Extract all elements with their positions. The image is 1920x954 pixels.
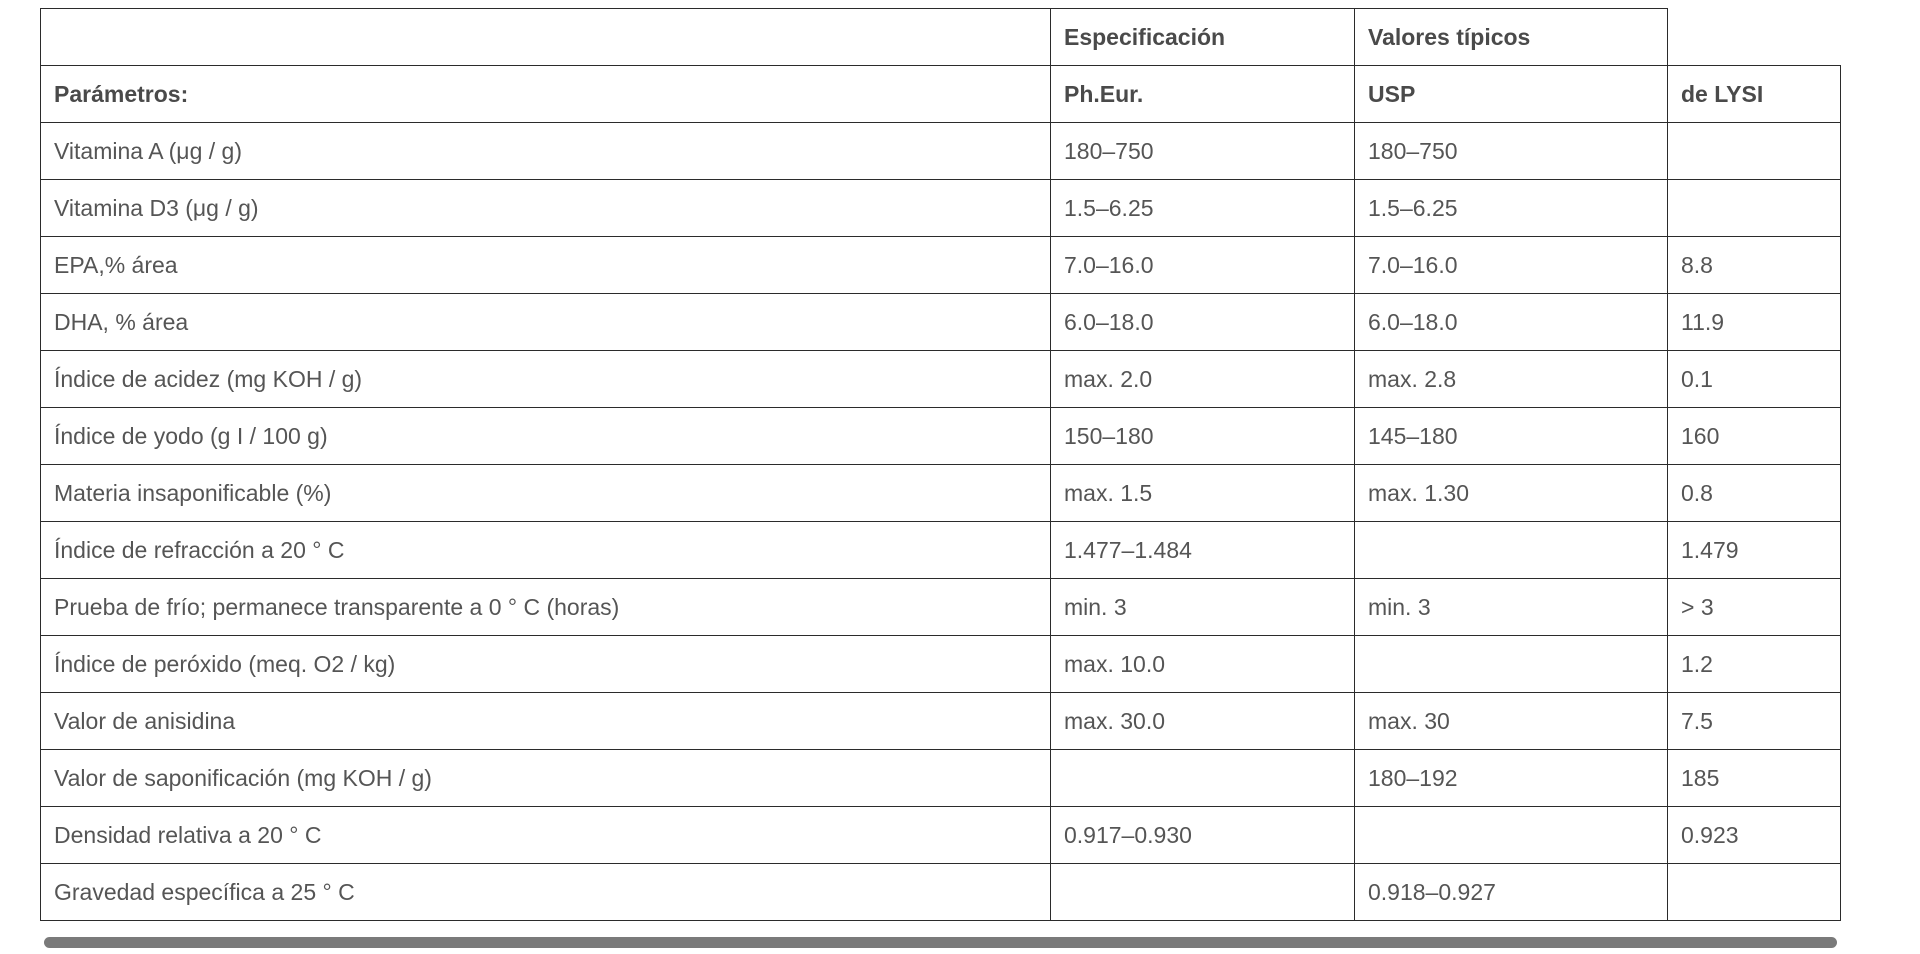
group-header-row	[41, 9, 1841, 66]
table-row	[41, 693, 1841, 750]
table-row	[41, 408, 1841, 465]
lysi-cell: 11.9	[1668, 294, 1841, 351]
lysi-cell: 0.8	[1668, 465, 1841, 522]
usp-cell: 180–750	[1355, 123, 1668, 180]
param-cell: Materia insaponificable (%)	[41, 465, 1051, 522]
pheur-cell	[1051, 864, 1355, 921]
usp-cell	[1355, 522, 1668, 579]
specifications-table-container	[40, 8, 1840, 921]
param-column-header: Parámetros:	[41, 66, 1051, 123]
param-cell: Índice de refracción a 20 ° C	[41, 522, 1051, 579]
param-cell: Índice de yodo (g I / 100 g)	[41, 408, 1051, 465]
table-row	[41, 180, 1841, 237]
lysi-cell	[1668, 123, 1841, 180]
table-row	[41, 351, 1841, 408]
usp-cell: 6.0–18.0	[1355, 294, 1668, 351]
lysi-cell: 160	[1668, 408, 1841, 465]
pheur-cell: 1.5–6.25	[1051, 180, 1355, 237]
table-row	[41, 465, 1841, 522]
spec-group-header: Especificación	[1051, 9, 1355, 66]
table-row	[41, 522, 1841, 579]
lysi-cell	[1668, 864, 1841, 921]
param-cell: Vitamina A (μg / g)	[41, 123, 1051, 180]
table-row	[41, 636, 1841, 693]
lysi-cell: 1.479	[1668, 522, 1841, 579]
table-row	[41, 807, 1841, 864]
param-cell: Densidad relativa a 20 ° C	[41, 807, 1051, 864]
param-cell: Índice de acidez (mg KOH / g)	[41, 351, 1051, 408]
param-cell: Prueba de frío; permanece transparente a 0 ° C (horas)	[41, 579, 1051, 636]
pheur-cell: min. 3	[1051, 579, 1355, 636]
group-header-blank-cell	[41, 9, 1051, 66]
lysi-column-header: de LYSI	[1668, 66, 1841, 123]
usp-cell: 1.5–6.25	[1355, 180, 1668, 237]
pheur-cell: 6.0–18.0	[1051, 294, 1355, 351]
param-cell: Gravedad específica a 25 ° C	[41, 864, 1051, 921]
group-header-empty-corner	[1668, 9, 1841, 66]
usp-cell: max. 30	[1355, 693, 1668, 750]
lysi-cell: 0.1	[1668, 351, 1841, 408]
pheur-cell: 7.0–16.0	[1051, 237, 1355, 294]
lysi-cell: > 3	[1668, 579, 1841, 636]
param-cell: Vitamina D3 (μg / g)	[41, 180, 1051, 237]
column-header-row	[41, 66, 1841, 123]
param-cell: DHA, % área	[41, 294, 1051, 351]
lysi-cell: 8.8	[1668, 237, 1841, 294]
pheur-cell: max. 30.0	[1051, 693, 1355, 750]
pheur-cell: 150–180	[1051, 408, 1355, 465]
table-row	[41, 294, 1841, 351]
usp-cell: min. 3	[1355, 579, 1668, 636]
usp-cell	[1355, 807, 1668, 864]
table-row	[41, 750, 1841, 807]
pheur-cell: max. 1.5	[1051, 465, 1355, 522]
lysi-cell: 185	[1668, 750, 1841, 807]
usp-cell: 0.918–0.927	[1355, 864, 1668, 921]
table-row	[41, 123, 1841, 180]
usp-cell: max. 2.8	[1355, 351, 1668, 408]
pheur-cell: 0.917–0.930	[1051, 807, 1355, 864]
usp-cell	[1355, 636, 1668, 693]
horizontal-scrollbar[interactable]	[44, 937, 1837, 948]
usp-cell: 7.0–16.0	[1355, 237, 1668, 294]
param-cell: Valor de saponificación (mg KOH / g)	[41, 750, 1051, 807]
lysi-cell: 7.5	[1668, 693, 1841, 750]
usp-cell: max. 1.30	[1355, 465, 1668, 522]
typical-values-group-header: Valores típicos	[1355, 9, 1668, 66]
param-cell: Valor de anisidina	[41, 693, 1051, 750]
pheur-cell	[1051, 750, 1355, 807]
pheur-cell: max. 10.0	[1051, 636, 1355, 693]
table-row	[41, 864, 1841, 921]
pheur-cell: 1.477–1.484	[1051, 522, 1355, 579]
usp-cell: 180–192	[1355, 750, 1668, 807]
param-cell: EPA,% área	[41, 237, 1051, 294]
usp-column-header: USP	[1355, 66, 1668, 123]
table-row	[41, 579, 1841, 636]
usp-cell: 145–180	[1355, 408, 1668, 465]
param-cell: Índice de peróxido (meq. O2 / kg)	[41, 636, 1051, 693]
lysi-cell	[1668, 180, 1841, 237]
pheur-column-header: Ph.Eur.	[1051, 66, 1355, 123]
specifications-table	[40, 8, 1841, 921]
pheur-cell: 180–750	[1051, 123, 1355, 180]
table-row	[41, 237, 1841, 294]
lysi-cell: 0.923	[1668, 807, 1841, 864]
pheur-cell: max. 2.0	[1051, 351, 1355, 408]
lysi-cell: 1.2	[1668, 636, 1841, 693]
